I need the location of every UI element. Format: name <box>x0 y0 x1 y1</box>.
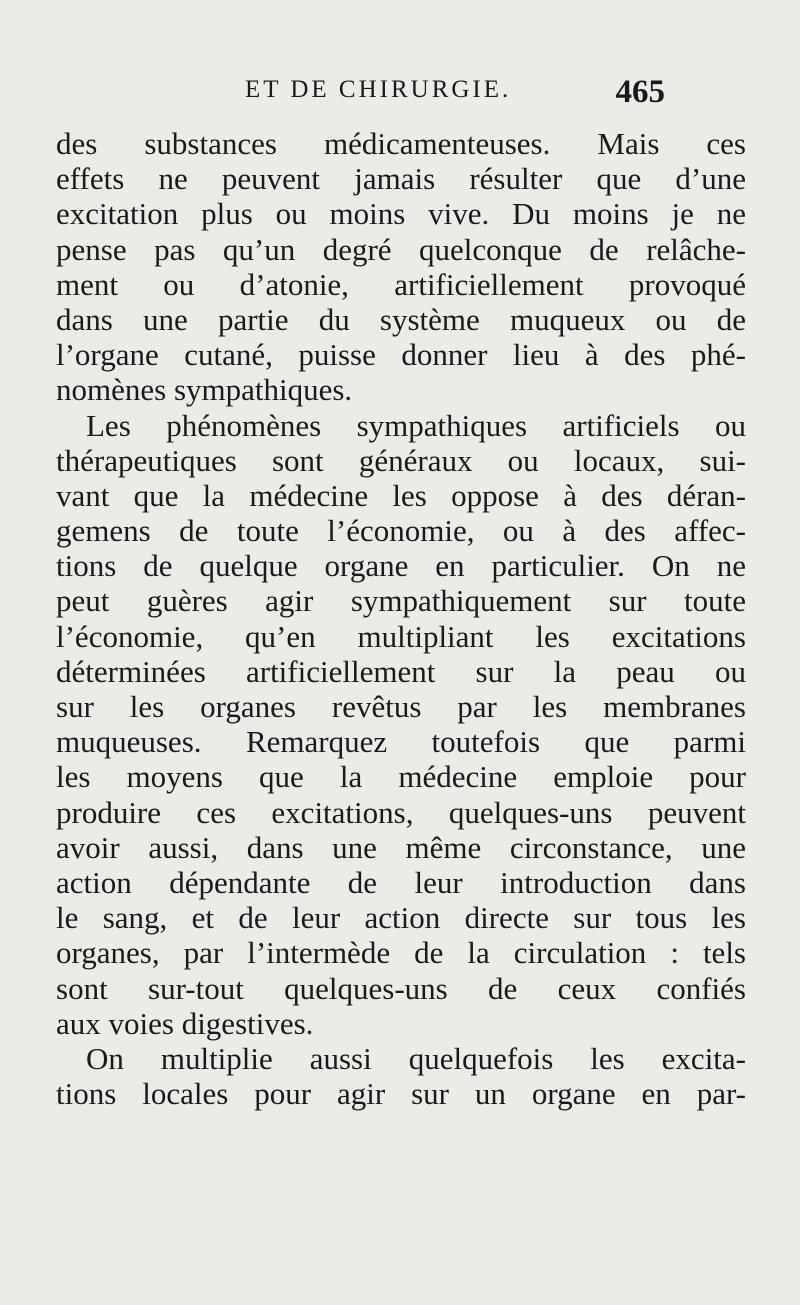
text-line: l’organe cutané, puisse donner lieu à des phé- <box>56 337 746 373</box>
text-line: muqueuses. Remarquez toutefois que parmi <box>56 724 746 760</box>
text-line: gemens de toute l’économie, ou à des affec- <box>56 513 746 549</box>
text-line: produire ces excitations, quelques-uns peuvent <box>56 794 746 830</box>
text-line: effets ne peuvent jamais résulter que d’une <box>56 161 746 197</box>
text-line: vant que la médecine les oppose à des déran- <box>56 477 746 513</box>
text-line: les moyens que la médecine emploie pour <box>56 759 746 795</box>
text-line: sur les organes revêtus par les membranes <box>56 689 746 724</box>
text-line: tions locales pour agir sur un organe en par- <box>56 1076 746 1112</box>
paragraph-start-line: On multiplie aussi quelquefois les excita- <box>86 1040 746 1076</box>
text-line: peut guères agir sympathiquement sur toute <box>56 583 746 619</box>
text-line: ment ou d’atonie, artificiellement provoqué <box>56 266 746 302</box>
text-line: des substances médicamenteuses. Mais ces <box>56 126 746 161</box>
paragraph-start-line: Les phénomènes sympathiques artificiels ou <box>86 407 746 443</box>
running-head <box>245 74 665 118</box>
text-line: action dépendante de leur introduction dans <box>56 864 746 900</box>
text-line: l’économie, qu’en multipliant les excitations <box>56 618 746 654</box>
text-line: le sang, et de leur action directe sur tous les <box>56 900 746 936</box>
text-line: sont sur-tout quelques-uns de ceux confiés <box>56 970 746 1006</box>
text-line: aux voies digestives. <box>56 1005 314 1041</box>
text-line: organes, par l’intermède de la circulation : tels <box>56 935 746 971</box>
text-line: avoir aussi, dans une même circonstance, une <box>56 829 746 865</box>
text-line: thérapeutiques sont généraux ou locaux, sui- <box>56 442 746 478</box>
text-line: nomènes sympathiques. <box>56 372 353 408</box>
page-number: 465 <box>615 74 665 110</box>
text-line: excitation plus ou moins vive. Du moins je ne <box>56 196 746 232</box>
text-line: déterminées artificiellement sur la peau ou <box>56 653 746 689</box>
running-title: ET DE CHIRURGIE. <box>245 76 512 103</box>
body-text <box>56 126 746 1111</box>
text-line: pense pas qu’un degré quelconque de relâche- <box>56 231 746 267</box>
text-line: dans une partie du système muqueux ou de <box>56 301 746 337</box>
text-line: tions de quelque organe en particulier. On ne <box>56 548 746 584</box>
